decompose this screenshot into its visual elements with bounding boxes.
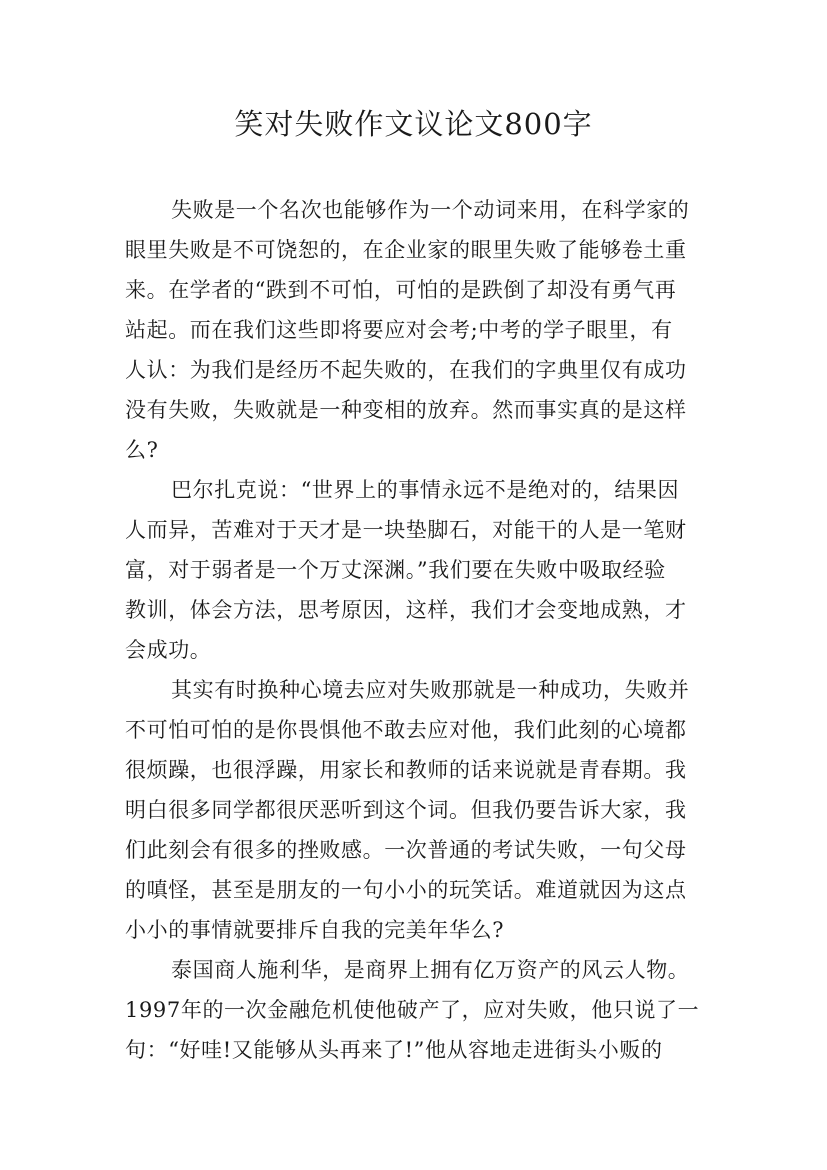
paragraph-4-line: 句：“好哇!又能够从头再来了!”他从容地走进街头小贩的 <box>125 1038 663 1062</box>
paragraph-1-line: 人认：为我们是经历不起失败的，在我们的字典里仅有成功 <box>125 358 687 382</box>
paragraph-4-line: 泰国商人施利华，是商界上拥有亿万资产的风云人物。 <box>171 958 690 982</box>
paragraph-1-line: 么? <box>125 438 159 462</box>
paragraph-3-line: 其实有时换种心境去应对失败那就是一种成功，失败并 <box>171 678 690 702</box>
paragraph-3-line: 小小的事情就要排斥自我的完美年华么? <box>125 918 505 942</box>
paragraph-3-line: 的嗔怪，甚至是朋友的一句小小的玩笑话。难道就因为这点 <box>125 878 687 902</box>
paragraph-4-line: 1997年的一次金融危机使他破产了，应对失败，他只说了一 <box>125 998 700 1022</box>
paragraph-2-line: 巴尔扎克说：“世界上的事情永远不是绝对的，结果因 <box>171 478 680 502</box>
paragraph-3-line: 不可怕可怕的是你畏惧他不敢去应对他，我们此刻的心境都 <box>125 718 687 742</box>
paragraph-3-line: 明白很多同学都很厌恶听到这个词。但我仍要告诉大家，我 <box>125 798 687 822</box>
page-title: 笑对失败作文议论文800字 <box>234 107 593 141</box>
essay-body <box>125 190 705 1070</box>
paragraph-2-line: 富，对于弱者是一个万丈深渊。”我们要在失败中吸取经验 <box>125 558 666 582</box>
paragraph-2-line: 会成功。 <box>125 638 212 662</box>
paragraph-1-line: 眼里失败是不可饶恕的，在企业家的眼里失败了能够卷土重 <box>125 238 687 262</box>
paragraph-1-line: 失败是一个名次也能够作为一个动词来用，在科学家的 <box>171 198 690 222</box>
paragraph-1-line: 来。在学者的“跌到不可怕，可怕的是跌倒了却没有勇气再 <box>125 278 677 302</box>
paragraph-3-line: 们此刻会有很多的挫败感。一次普通的考试失败，一句父母 <box>125 838 687 862</box>
paragraph-3-line: 很烦躁，也很浮躁，用家长和教师的话来说就是青春期。我 <box>125 758 687 782</box>
paragraph-1-line: 没有失败，失败就是一种变相的放弃。然而事实真的是这样 <box>125 398 687 422</box>
paragraph-2-line: 教训，体会方法，思考原因，这样，我们才会变地成熟，才 <box>125 598 687 622</box>
paragraph-2-line: 人而异，苦难对于天才是一块垫脚石，对能干的人是一笔财 <box>125 518 687 542</box>
paragraph-1-line: 站起。而在我们这些即将要应对会考;中考的学子眼里，有 <box>125 318 673 342</box>
